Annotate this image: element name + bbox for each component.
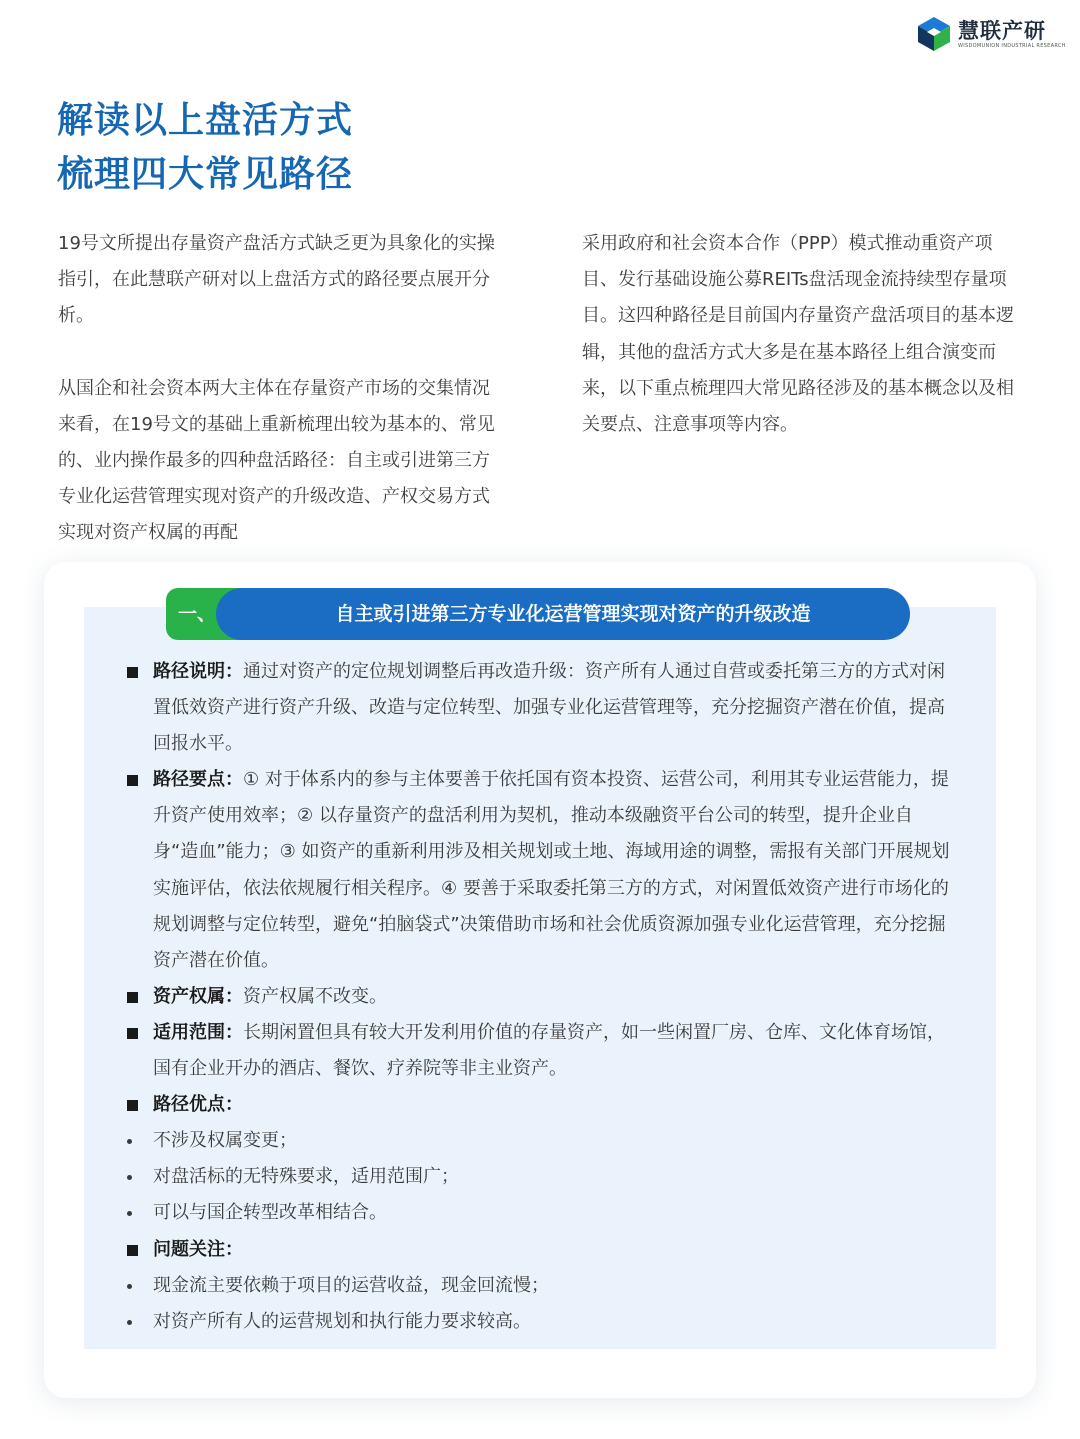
brand-name-cn: 慧联产研 [958, 18, 1046, 43]
concerns-label: 问题关注： [153, 1238, 243, 1260]
ownership-text: 资产权属不改变。 [243, 985, 387, 1007]
page-title-line2: 梳理四大常见路径 [57, 154, 354, 195]
intro-paragraph-1: 19号文所提出存量资产盘活方式缺乏更为具象化的实操指引，在此慧联产研对以上盘活方式的路径要点展开分析。 [58, 233, 495, 327]
scope-label: 适用范围： [153, 1021, 243, 1043]
key-points-label: 路径要点： [153, 769, 243, 791]
brand-cube-icon [916, 16, 952, 52]
advantage-text: 对盘活标的无特殊要求，适用范围广； [153, 1166, 459, 1188]
brand-logo [916, 16, 1066, 52]
list-item [126, 1195, 958, 1231]
dot-bullet-icon [127, 1175, 132, 1180]
concern-text: 对资产所有人的运营规划和执行能力要求较高。 [153, 1310, 531, 1332]
scope-text: 长期闲置但具有较大开发利用价值的存量资产，如一些闲置厂房、仓库、文化体育场馆，国有企业开办的酒店、餐饮、疗养院等非主业资产。 [153, 1021, 945, 1080]
intro-paragraph-3: 采用政府和社会资本合作（PPP）模式推动重资产项目、发行基础设施公募REITs盘活现金流持续型存量项目。这四种路径是目前国内存量资产盘活项目的基本逻辑，其他的盘活方式大多是在基本路径上组合演变而来，以下重点梳理四大常见路径涉及的基本概念以及相关要点、注意事项等内容。 [582, 233, 1014, 436]
intro-left-column [58, 226, 503, 552]
path-description-label: 路径说明： [153, 661, 243, 682]
brand-name-en: WISDOMUNION INDUSTRIAL RESEARCH [958, 42, 1066, 49]
list-item [126, 1159, 958, 1195]
square-bullet-icon [127, 667, 138, 678]
square-bullet-icon [127, 775, 138, 786]
section-heading: 自主或引进第三方专业化运营管理实现对资产的升级改造 [335, 603, 811, 625]
advantage-text: 可以与国企转型改革相结合。 [153, 1202, 387, 1224]
advantage-text: 不涉及权属变更； [153, 1130, 297, 1152]
section-banner [166, 588, 910, 640]
ownership-label: 资产权属： [153, 985, 243, 1007]
list-item [126, 1304, 958, 1340]
section-content [126, 654, 958, 1340]
intro-paragraph-2: 从国企和社会资本两大主体在存量资产市场的交集情况来看，在19号文的基础上重新梳理出较为基本的、常见的、业内操作最多的四种盘活路径：自主或引进第三方专业化运营管理实现对资产的升级改造、产权交易方式实现对资产权属的再配 [58, 377, 495, 544]
list-item [126, 1268, 958, 1304]
page-title [57, 94, 353, 202]
page-title-line1: 解读以上盘活方式 [57, 100, 354, 141]
square-bullet-icon [127, 1028, 138, 1039]
concerns-heading [126, 1232, 958, 1268]
intro-right-column [582, 226, 1027, 443]
dot-bullet-icon [127, 1284, 132, 1289]
advantages-label: 路径优点： [153, 1094, 243, 1116]
advantages-heading [126, 1087, 958, 1123]
list-item [126, 1123, 958, 1159]
applicable-scope [126, 1015, 958, 1087]
dot-bullet-icon [127, 1211, 132, 1216]
concern-text: 现金流主要依赖于项目的运营收益，现金回流慢； [153, 1274, 549, 1296]
path-description [126, 654, 958, 762]
square-bullet-icon [127, 992, 138, 1003]
square-bullet-icon [127, 1100, 138, 1111]
path-key-points [126, 762, 958, 979]
section-number: 一、 [178, 603, 217, 625]
key-points-text: ① 对于体系内的参与主体要善于依托国有资本投资、运营公司，利用其专业运营能力，提升资产使用效率；② 以存量资产的盘活利用为契机，推动本级融资平台公司的转型，提升企业自身“造血”能力；③ 如资产的重新利用涉及相关规划或土地、海域用途的调整，需报有关部门开展规划实施评估，依法依规履行相关程序。④ 要善于采取委托第三方的方式，对闲置低效资产进行市场化的规划调整与定位转型，避免“拍脑袋式”决策借助市场和社会优质资源加强专业化运营管理，充分挖掘资产潜在价值。 [153, 769, 950, 971]
square-bullet-icon [127, 1245, 138, 1256]
dot-bullet-icon [127, 1320, 132, 1325]
asset-ownership [126, 979, 958, 1015]
path-description-text: 通过对资产的定位规划调整后再改造升级：资产所有人通过自营或委托第三方的方式对闲置低效资产进行资产升级、改造与定位转型、加强专业化运营管理等，充分挖掘资产潜在价值，提高回报水平。 [153, 661, 945, 755]
dot-bullet-icon [127, 1139, 132, 1144]
